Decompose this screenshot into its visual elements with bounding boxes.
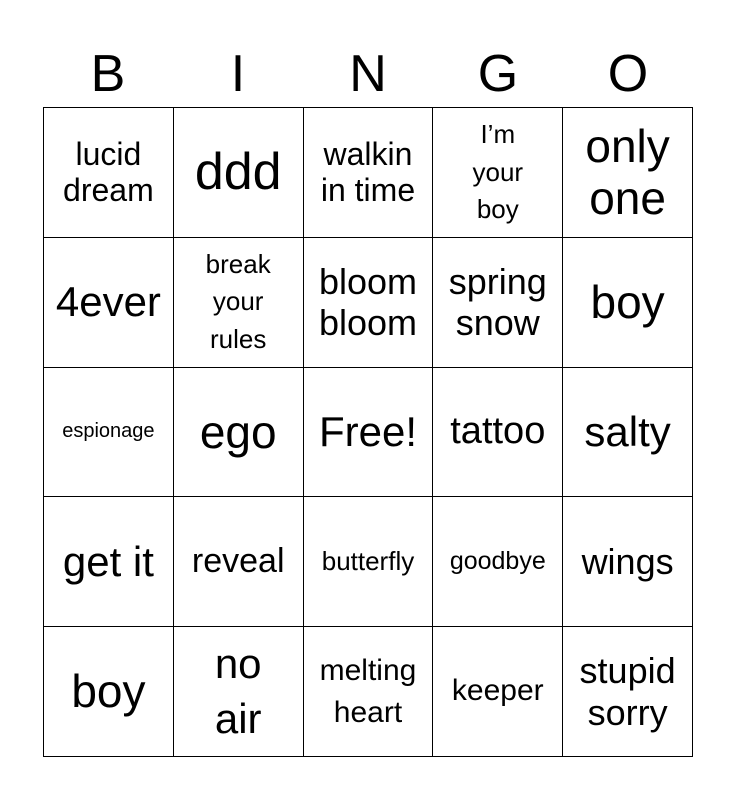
cell-text: keeper bbox=[451, 674, 544, 708]
cell-text: 4ever bbox=[55, 278, 161, 326]
bingo-cell[interactable] bbox=[433, 238, 563, 368]
bingo-cell[interactable] bbox=[433, 497, 563, 627]
cell-text: only one bbox=[585, 119, 670, 225]
cell-text: tattoo bbox=[450, 410, 546, 453]
cell-text: I’m your boy bbox=[472, 118, 524, 225]
cell-text: boy bbox=[590, 275, 665, 328]
cell-text: goodbye bbox=[449, 547, 546, 576]
header-letter-g: G bbox=[477, 45, 519, 103]
header-letter-b: B bbox=[90, 45, 126, 103]
bingo-cell[interactable] bbox=[304, 497, 434, 627]
bingo-cell[interactable] bbox=[304, 368, 434, 498]
bingo-cell[interactable] bbox=[174, 627, 304, 757]
cell-text: boy bbox=[71, 665, 146, 718]
cell-text: walkin in time bbox=[320, 135, 416, 209]
header-letter-n: N bbox=[349, 45, 387, 103]
cell-text: salty bbox=[584, 407, 671, 455]
bingo-cell[interactable] bbox=[44, 108, 174, 238]
bingo-board bbox=[43, 107, 693, 757]
cell-text: Free! bbox=[318, 407, 417, 455]
cell-text: ddd bbox=[194, 142, 282, 201]
bingo-cell[interactable] bbox=[44, 497, 174, 627]
cell-text: break your rules bbox=[205, 248, 271, 355]
bingo-cell[interactable] bbox=[433, 108, 563, 238]
bingo-cell[interactable] bbox=[563, 108, 693, 238]
bingo-cell[interactable] bbox=[433, 627, 563, 757]
bingo-cell[interactable] bbox=[44, 368, 174, 498]
bingo-cell[interactable] bbox=[174, 368, 304, 498]
bingo-cell[interactable] bbox=[174, 108, 304, 238]
cell-text: spring snow bbox=[448, 260, 547, 344]
bingo-cell[interactable] bbox=[563, 238, 693, 368]
cell-text: bloom bloom bbox=[318, 260, 418, 344]
bingo-cell[interactable] bbox=[174, 238, 304, 368]
cell-text: melting heart bbox=[319, 653, 417, 729]
bingo-cell[interactable] bbox=[44, 238, 174, 368]
bingo-cell[interactable] bbox=[563, 368, 693, 498]
bingo-header bbox=[43, 42, 693, 106]
bingo-cell[interactable] bbox=[174, 497, 304, 627]
header-letter-o: O bbox=[607, 45, 649, 103]
cell-text: no air bbox=[214, 640, 262, 742]
bingo-cell[interactable] bbox=[563, 627, 693, 757]
cell-text: ego bbox=[199, 405, 277, 458]
bingo-cell[interactable] bbox=[563, 497, 693, 627]
header-letter-i: I bbox=[230, 45, 246, 103]
cell-text: reveal bbox=[191, 542, 285, 581]
bingo-cell[interactable] bbox=[304, 627, 434, 757]
cell-text: lucid dream bbox=[63, 135, 154, 209]
bingo-cell[interactable] bbox=[304, 238, 434, 368]
cell-text: stupid sorry bbox=[579, 650, 676, 733]
bingo-cell[interactable] bbox=[44, 627, 174, 757]
bingo-cell[interactable] bbox=[433, 368, 563, 498]
cell-text: get it bbox=[62, 537, 154, 585]
bingo-cell[interactable] bbox=[304, 108, 434, 238]
cell-text: espionage bbox=[62, 420, 155, 443]
cell-text: wings bbox=[581, 541, 674, 583]
cell-text: butterfly bbox=[321, 545, 415, 576]
